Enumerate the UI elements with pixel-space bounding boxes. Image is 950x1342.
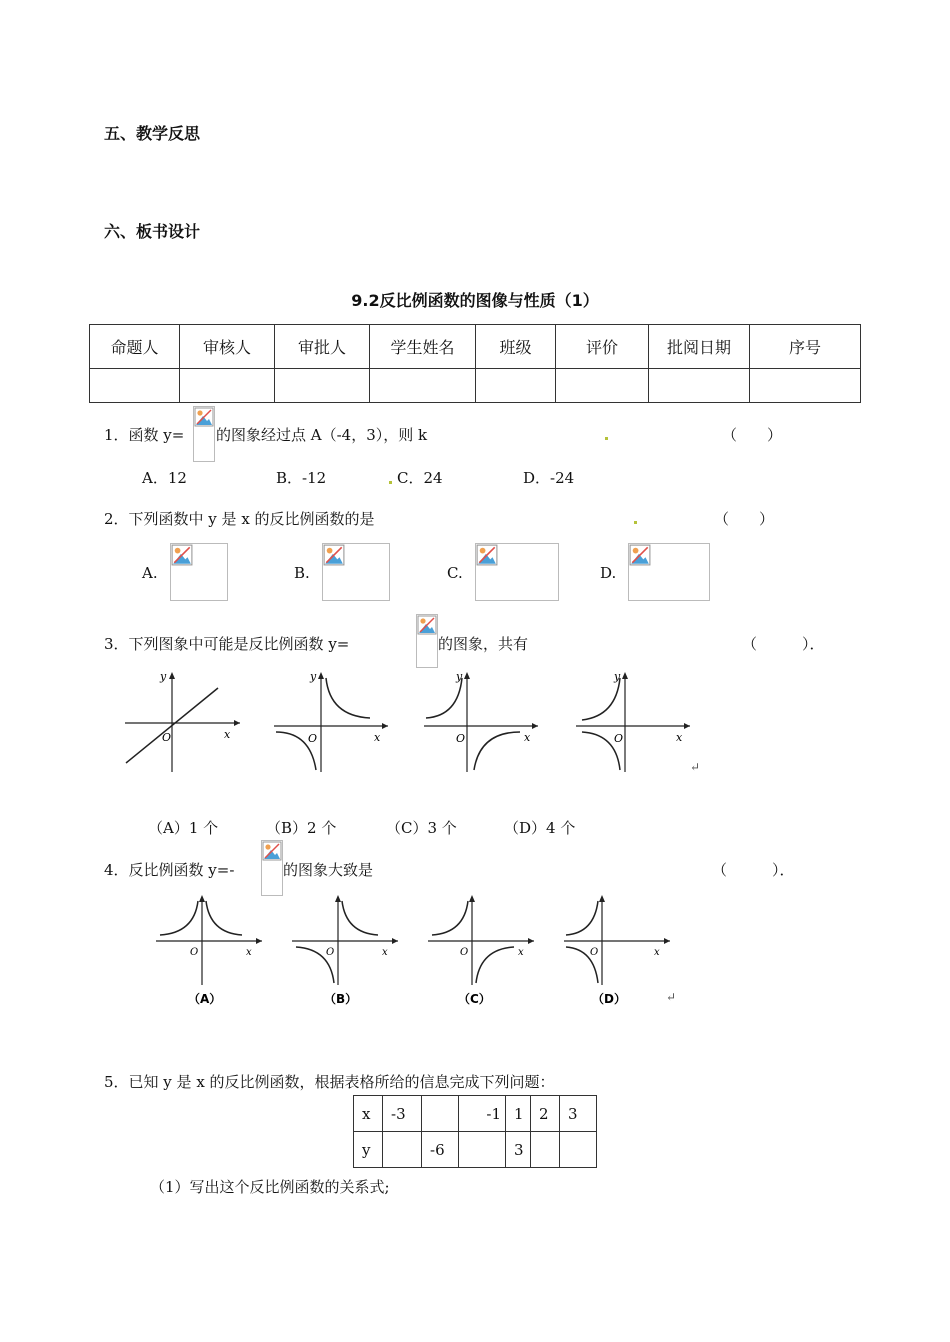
header-cell: 学生姓名 (370, 325, 476, 369)
formula-image (416, 614, 438, 668)
graph-label: （C） (458, 992, 491, 1006)
xy-table (353, 1095, 597, 1168)
axis-y-label: y (310, 670, 317, 683)
table-cell (422, 1096, 459, 1132)
table-cell (560, 1132, 597, 1168)
origin-label: O (460, 947, 469, 958)
q3-option-a: （A）1 个 (148, 819, 219, 837)
empty-cell (90, 369, 180, 403)
table-cell: -6 (422, 1132, 459, 1168)
q1-text-a: 1．函数 y= (104, 426, 185, 444)
table-cell: 3 (560, 1096, 597, 1132)
q1-answer-paren: （ ） (722, 426, 783, 444)
table-cell: 3 (506, 1132, 531, 1168)
axis-x-label: x (654, 947, 660, 958)
axis-x-label: x (246, 947, 252, 958)
table-cell (383, 1132, 422, 1168)
empty-cell (275, 369, 370, 403)
header-cell: 班级 (476, 325, 556, 369)
q4-graph-a (150, 893, 268, 1008)
q3-text-a: 3．下列图象中可能是反比例函数 y= (104, 635, 350, 653)
option-d-image (628, 543, 710, 601)
marker-dot (605, 437, 608, 440)
table-cell (531, 1132, 560, 1168)
return-mark: ↵ (666, 990, 677, 1004)
graph-label: （A） (188, 992, 222, 1006)
q3-option-d: （D）4 个 (504, 819, 576, 837)
page-title: 9.2反比例函数的图像与性质（1） (351, 291, 599, 310)
q4-graph-c (422, 893, 540, 1008)
empty-cell (556, 369, 649, 403)
option-a-image (170, 543, 228, 601)
q3-graph-hyperbola-1-3 (270, 668, 395, 776)
table-cell: 2 (531, 1096, 560, 1132)
axis-x-label: x (382, 947, 388, 958)
header-cell: 审批人 (275, 325, 370, 369)
header-cell: 评价 (556, 325, 649, 369)
broken-image-icon (171, 544, 193, 566)
broken-image-icon (476, 544, 498, 566)
q2-option-a: A. (142, 564, 158, 582)
q3-graph-hyperbola-2-4 (420, 668, 545, 776)
option-b-image (322, 543, 390, 601)
axis-y-label: y (614, 670, 621, 683)
q1-option-c: C．24 (397, 469, 443, 487)
q2-text: 2．下列函数中 y 是 x 的反比例函数的是 (104, 510, 375, 528)
q2-answer-paren: （ ） (714, 510, 775, 528)
graph-label: （D） (592, 992, 626, 1006)
q5-sub1: （1）写出这个反比例函数的关系式; (150, 1178, 390, 1196)
formula-image (193, 406, 215, 462)
origin-label: O (326, 947, 335, 958)
q1-text-b: 的图象经过点 A（-4，3），则 k (216, 426, 428, 444)
axis-y-label: y (160, 670, 167, 683)
axis-x-label: x (676, 731, 683, 744)
formula-image (261, 840, 283, 896)
origin-label: O (456, 732, 466, 745)
origin-label: O (190, 947, 199, 958)
q1-option-a: A．12 (142, 469, 187, 487)
header-cell: 序号 (750, 325, 861, 369)
axis-x-label: x (524, 731, 531, 744)
broken-image-icon (194, 407, 214, 427)
q4-answer-paren: （ ）． (712, 861, 795, 879)
origin-label: O (590, 947, 599, 958)
option-c-image (475, 543, 559, 601)
q3-option-b: （B）2 个 (266, 819, 337, 837)
header-cell: 批阅日期 (649, 325, 750, 369)
axis-x-label: x (224, 728, 231, 741)
marker-dot (389, 481, 392, 484)
q3-graph-line (120, 668, 245, 776)
q3-graph-hyperbola-2-3 (572, 668, 697, 776)
section-heading-reflection: 五、教学反思 (104, 124, 201, 143)
empty-cell (476, 369, 556, 403)
q1-option-b: B．-12 (276, 469, 327, 487)
q5-text: 5．已知 y 是 x 的反比例函数，根据表格所给的信息完成下列问题： (104, 1073, 555, 1091)
table-cell: -1 (459, 1096, 506, 1132)
q3-answer-paren: （ ）． (742, 635, 825, 653)
origin-label: O (614, 732, 624, 745)
broken-image-icon (323, 544, 345, 566)
broken-image-icon (262, 841, 282, 861)
table-cell: y (354, 1132, 383, 1168)
empty-cell (750, 369, 861, 403)
graph-label: （B） (324, 992, 358, 1006)
broken-image-icon (629, 544, 651, 566)
empty-cell (649, 369, 750, 403)
axis-x-label: x (374, 731, 381, 744)
q4-graph-d (558, 893, 676, 1008)
q1-option-d: D．-24 (523, 469, 575, 487)
section-heading-board-design: 六、板书设计 (104, 222, 201, 241)
marker-dot (634, 521, 637, 524)
q3-option-c: （C）3 个 (386, 819, 457, 837)
table-cell: -3 (383, 1096, 422, 1132)
axis-y-label: y (456, 670, 463, 683)
q4-text-a: 4．反比例函数 y=- (104, 861, 235, 879)
empty-cell (180, 369, 275, 403)
header-cell: 审核人 (180, 325, 275, 369)
header-cell: 命题人 (90, 325, 180, 369)
origin-label: O (162, 731, 172, 744)
table-cell: 1 (506, 1096, 531, 1132)
q4-graph-b (286, 893, 404, 1008)
q2-option-b: B. (294, 564, 310, 582)
info-table (89, 324, 861, 403)
q2-option-c: C. (447, 564, 463, 582)
q4-text-b: 的图象大致是 (283, 861, 374, 879)
table-cell (459, 1132, 506, 1168)
axis-x-label: x (518, 947, 524, 958)
return-mark: ↵ (690, 760, 701, 774)
table-cell: x (354, 1096, 383, 1132)
empty-cell (370, 369, 476, 403)
q2-option-d: D. (600, 564, 617, 582)
origin-label: O (308, 732, 318, 745)
broken-image-icon (417, 615, 437, 635)
q3-text-b: 的图象，共有 (438, 635, 529, 653)
